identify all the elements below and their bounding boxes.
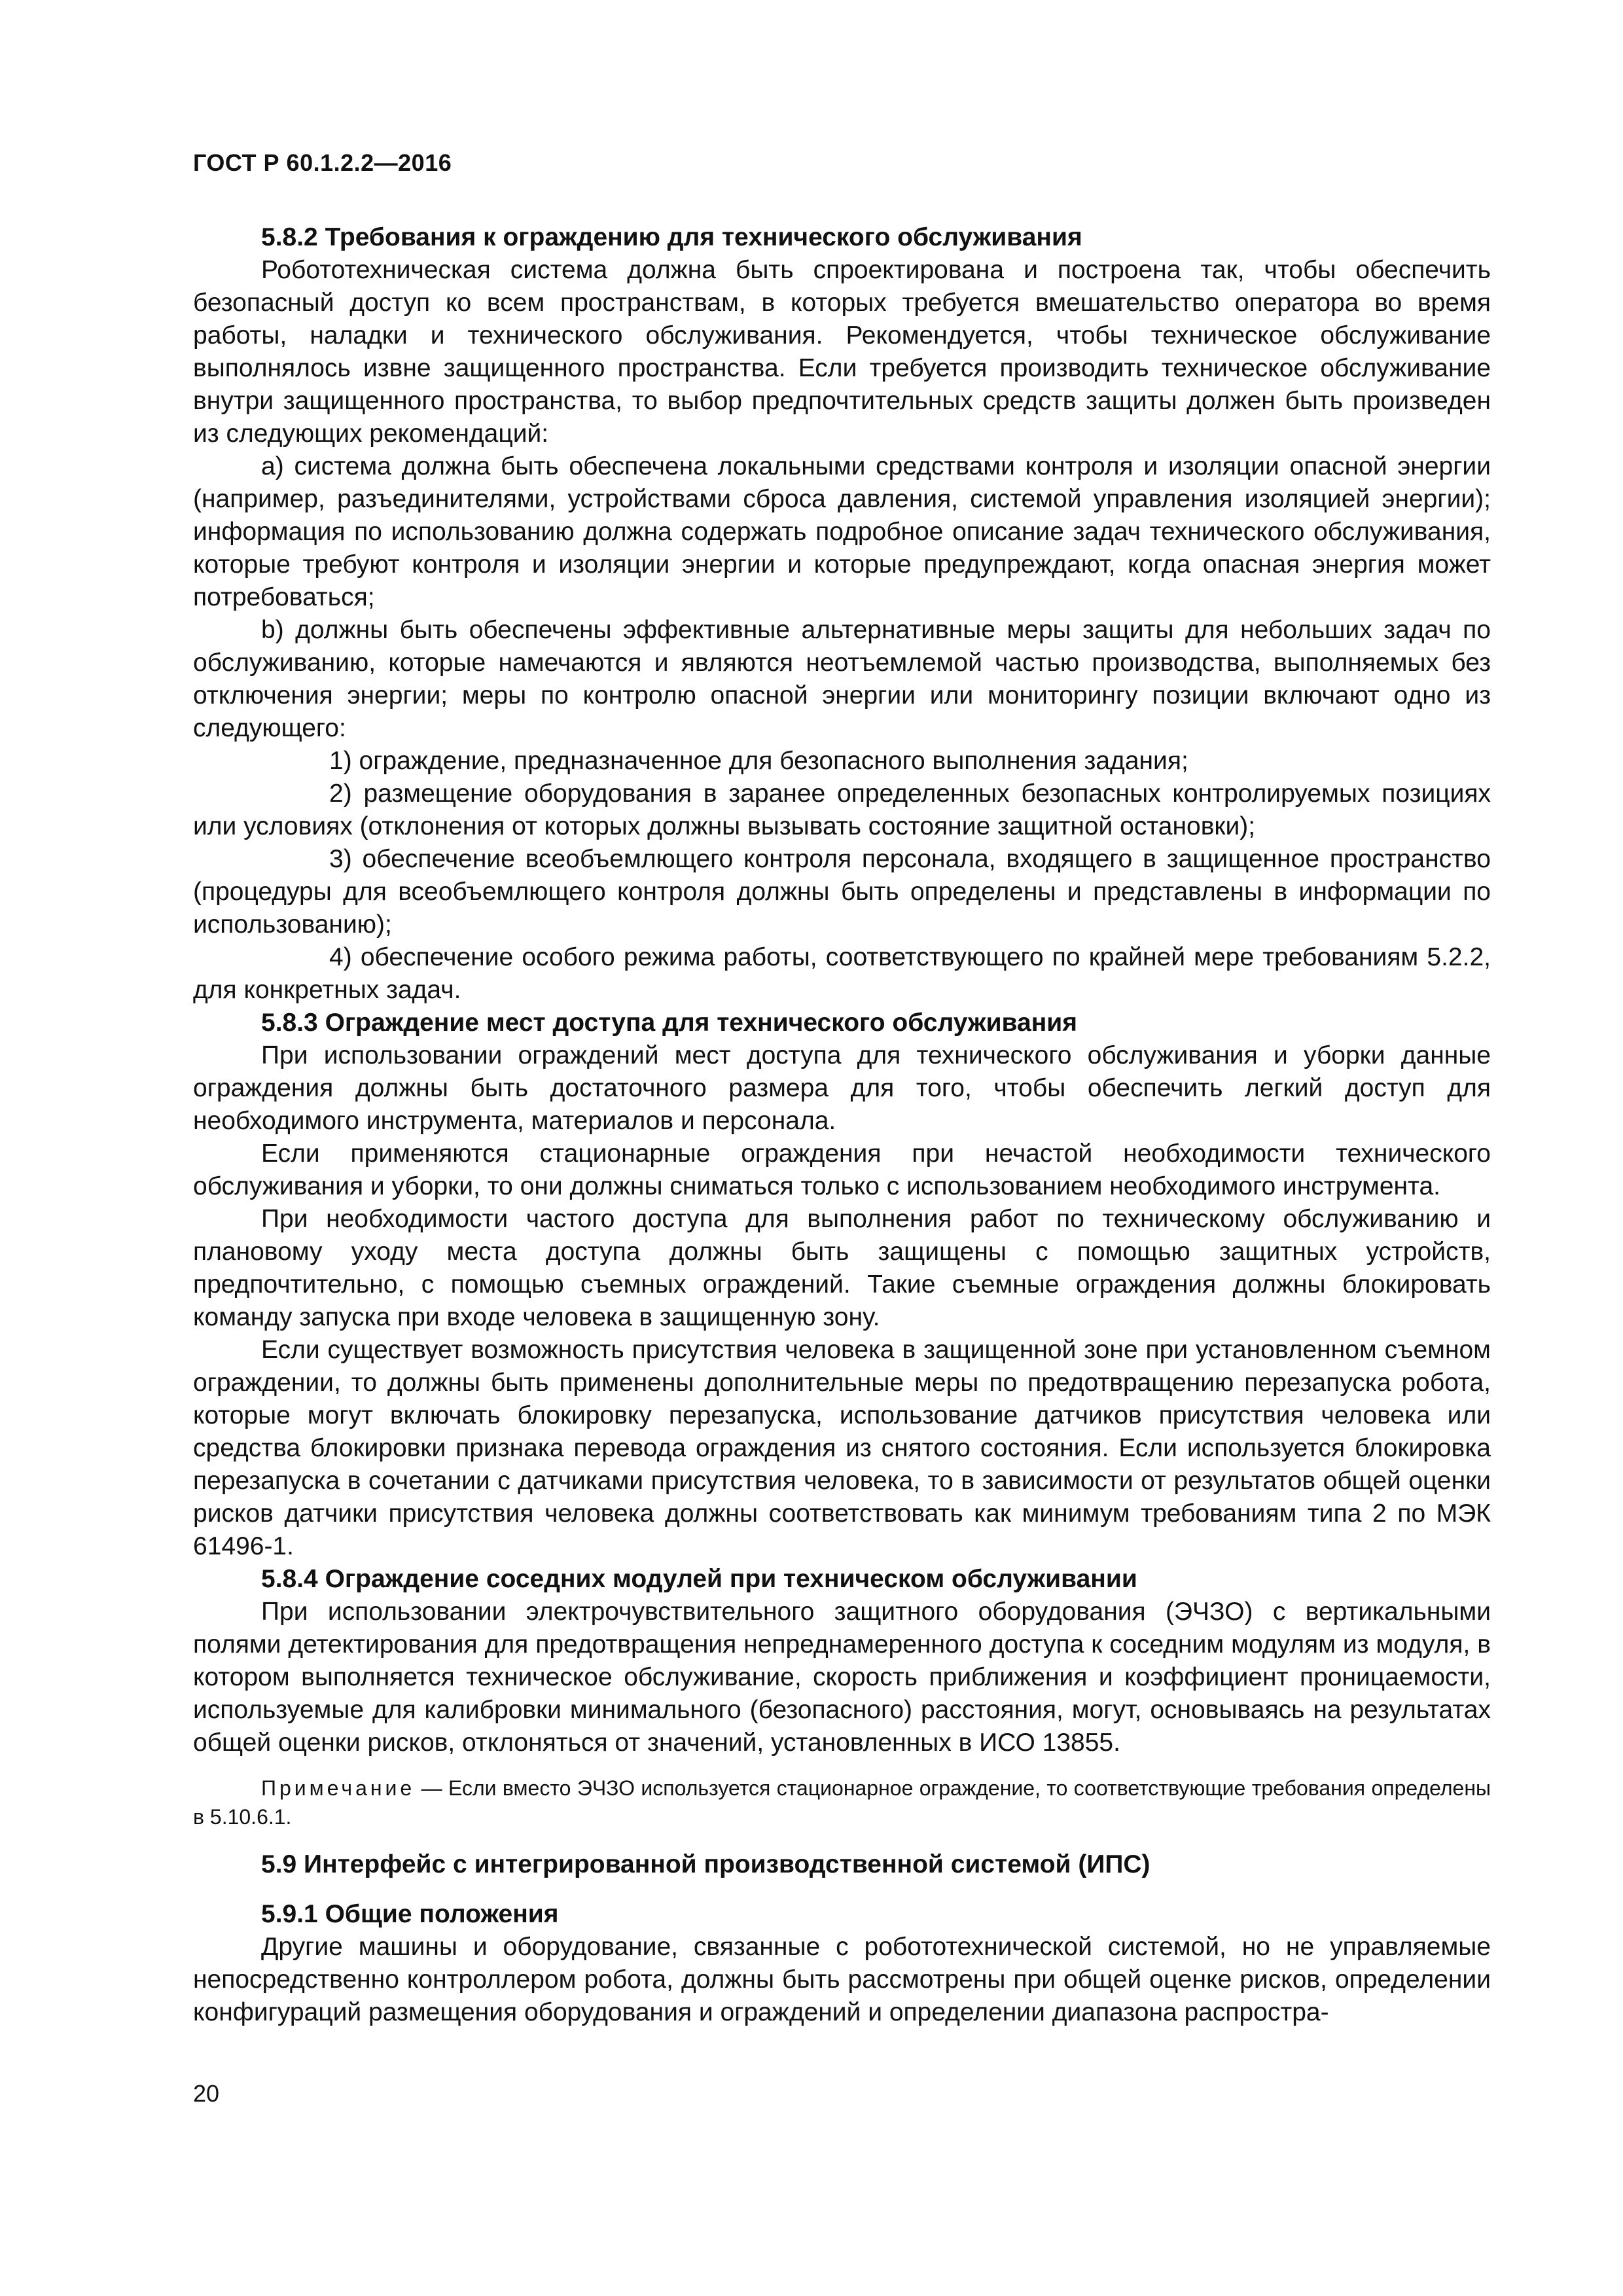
body-paragraph: а) система должна быть обеспечена локальными средствами контроля и изоляции опасной энергии (например, разъединителями, устройствами сброса давления, системой управления изоляцией энергии); информация по использованию должна содержать подробное описание задач технического обслуживания, которые требуют контроля и изоляции энергии и которые предупреждают, когда опасная энергия может потребоваться;: [193, 452, 1491, 611]
section-heading: 5.8.2 Требования к ограждению для технического обслуживания: [261, 223, 1082, 251]
section-heading: 5.9 Интерфейс с интегрированной производственной системой (ИПС): [261, 1850, 1150, 1878]
note-text: — Если вместо ЭЧЗО используется стационарное ограждение, то соответствующие требования определены в 5.10.6.1.: [193, 1776, 1491, 1829]
section-5-9: [193, 1848, 1491, 2029]
body-paragraph: При использовании ограждений мест доступа для технического обслуживания и уборки данные ограждения должны быть достаточного размера для того, чтобы обеспечить легкий доступ для необходимого инструмента, материалов и персонала.: [193, 1041, 1491, 1135]
document-header: ГОСТ Р 60.1.2.2—2016: [193, 149, 452, 176]
section-5-8: [193, 221, 1491, 1759]
list-item: 1) ограждение, предназначенное для безопасного выполнения задания;: [329, 747, 1188, 775]
body-paragraph: Если применяются стационарные ограждения при нечастой необходимости технического обслуживания и уборки, то они должны сниматься только с использованием необходимого инструмента.: [193, 1139, 1491, 1200]
document-body: [193, 221, 1491, 2029]
page-number: 20: [193, 2080, 220, 2107]
body-paragraph: Робототехническая система должна быть спроектирована и построена так, чтобы обеспечить безопасный доступ ко всем пространствам, в которых требуется вмешательство оператора во время работы, наладки и технического обслуживания. Рекомендуется, чтобы техническое обслуживание выполнялось извне защищенного пространства. Если требуется производить техническое обслуживание внутри защищенного пространства, то выбор предпочтительных средств защиты должен быть произведен из следующих рекомендаций:: [193, 256, 1491, 448]
body-paragraph: Другие машины и оборудование, связанные с робототехнической системой, но не управляемые непосредственно контроллером робота, должны быть рассмотрены при общей оценке рисков, определении конфигураций размещения оборудования и ограждений и определении диапазона распростра-: [193, 1933, 1491, 2026]
body-paragraph: При необходимости частого доступа для выполнения работ по техническому обслуживанию и плановому уходу места доступа должны быть защищены с помощью защитных устройств, предпочтительно, с помощью съемных ограждений. Такие съемные ограждения должны блокировать команду запуска при входе человека в защищенную зону.: [193, 1205, 1491, 1331]
section-heading: 5.8.4 Ограждение соседних модулей при техническом обслуживании: [261, 1565, 1137, 1593]
note-label: Примечание: [261, 1776, 416, 1800]
section-heading: 5.8.3 Ограждение мест доступа для технического обслуживания: [261, 1009, 1077, 1037]
list-item: 2) размещение оборудования в заранее определенных безопасных контролируемых позициях или условиях (отклонения от которых должны вызывать состояние защитной остановки);: [193, 780, 1491, 840]
body-paragraph: При использовании электрочувствительного защитного оборудования (ЭЧЗО) с вертикальными полями детектирования для предотвращения непреднамеренного доступа к соседним модулям из модуля, в котором выполняется техническое обслуживание, скорость приближения и коэффициент проницаемости, используемые для калибровки минимального (безопасного) расстояния, могут, основываясь на результатах общей оценки рисков, отклоняться от значений, установленных в ИСО 13855.: [193, 1598, 1491, 1757]
note-paragraph: [193, 1774, 1491, 1831]
section-heading: 5.9.1 Общие положения: [261, 1900, 559, 1928]
body-paragraph: Если существует возможность присутствия человека в защищенной зоне при установленном съемном ограждении, то должны быть применены дополнительные меры по предотвращению перезапуска робота, которые могут включать блокировку перезапуска, использование датчиков присутствия человека или средства блокировки признака перевода ограждения из снятого состояния. Если используется блокировка перезапуска в сочетании с датчиками присутствия человека, то в зависимости от результатов общей оценки рисков датчики присутствия человека должны соответствовать как минимум требованиям типа 2 по МЭК 61496-1.: [193, 1336, 1491, 1560]
list-item: 4) обеспечение особого режима работы, соответствующего по крайней мере требованиям 5.2.2, для конкретных задач.: [193, 943, 1491, 1004]
body-paragraph: b) должны быть обеспечены эффективные альтернативные меры защиты для небольших задач по обслуживанию, которые намечаются и являются неотъемлемой частью производства, выполняемых без отключения энергии; меры по контролю опасной энергии или мониторингу позиции включают одно из следующего:: [193, 616, 1491, 742]
list-item: 3) обеспечение всеобъемлющего контроля персонала, входящего в защищенное пространство (процедуры для всеобъемлющего контроля должны быть определены и представлены в информации по использованию);: [193, 845, 1491, 939]
